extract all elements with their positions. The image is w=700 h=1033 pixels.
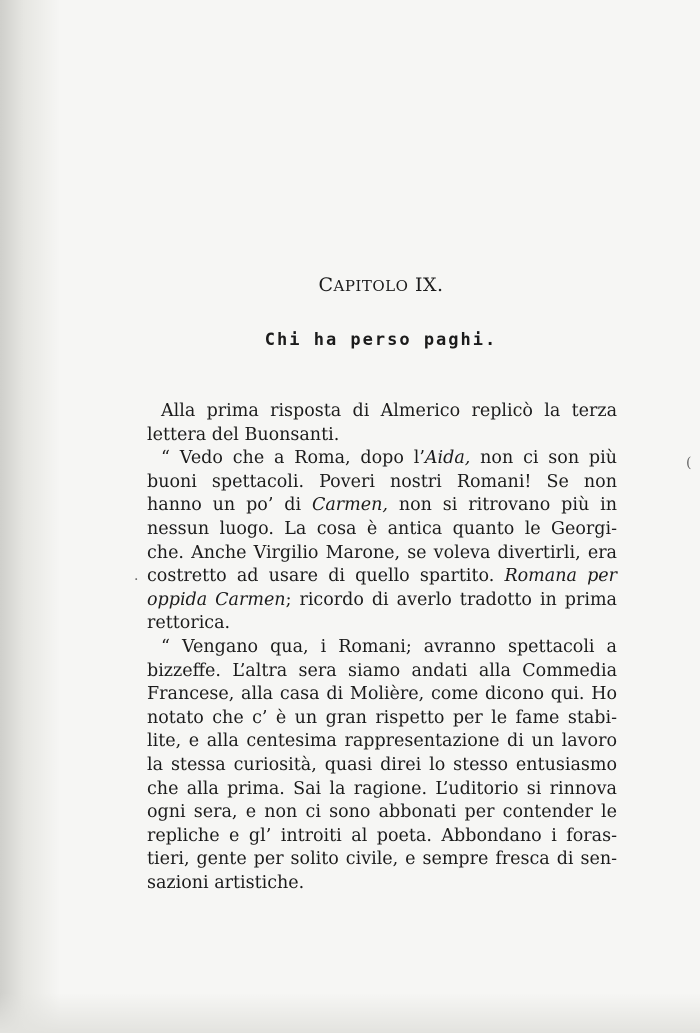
text-line: sazioni artistiche. [147,872,305,893]
page-edge-shadow [0,0,60,1033]
chapter-number: IX. [414,274,444,296]
text-line: Alla prima risposta di Almerico replicò la terza [161,401,617,421]
text-line: tieri, gente per solito civile, e sempre fresca di sen- [147,849,617,870]
text-line: che. Anche Virgilio Marone, se voleva divertirli, era [147,542,617,563]
text-line: Francese, alla casa di Molière, come dicono qui. Ho [147,684,617,705]
text-line: la stessa curiosità, quasi direi lo stesso entusiasmo [147,754,617,775]
text-line: nessun luogo. La cosa è antica quanto le Georgi- [147,518,617,539]
margin-dot: · [134,572,139,588]
body-text [147,400,617,895]
text-line: notato che c’ è un gran rispetto per le fame stabi- [147,707,617,728]
text-line: costretto ad usare di quello spartito. Romana per [147,566,617,587]
chapter-heading-initial: C [318,274,334,296]
text-line: “ Vedo che a Roma, dopo l’Aida, non ci son più [161,448,617,469]
margin-bracket: ( [686,455,692,471]
text-line: hanno un po’ di Carmen, non si ritrovano più in [147,495,617,516]
text-line: ogni sera, e non ci sono abbonati per contender le [147,802,617,823]
text-line: repliche e gl’ introiti al poeta. Abbondano i foras- [147,825,617,846]
text-line: buoni spettacoli. Poveri nostri Romani! Se non [147,471,617,492]
text-line: che alla prima. Sai la ragione. L’uditorio si rinnova [147,778,617,799]
text-line: lite, e alla centesima rappresentazione di un lavoro [147,731,617,752]
chapter-title: Chi ha perso paghi. [264,330,498,350]
text-line: oppida Carmen; ricordo di averlo tradotto in prima [147,589,617,610]
text-line: bizzeffe. L’altra sera siamo andati alla Commedia [147,660,617,681]
text-line: lettera del Buonsanti. [147,424,340,445]
page-bottom-shadow [0,993,700,1033]
text-line: rettorica. [147,613,231,634]
chapter-heading-rest: APITOLO [333,277,409,295]
chapter-heading [0,274,700,296]
text-line: “ Vengano qua, i Romani; avranno spettacoli a [161,636,617,657]
